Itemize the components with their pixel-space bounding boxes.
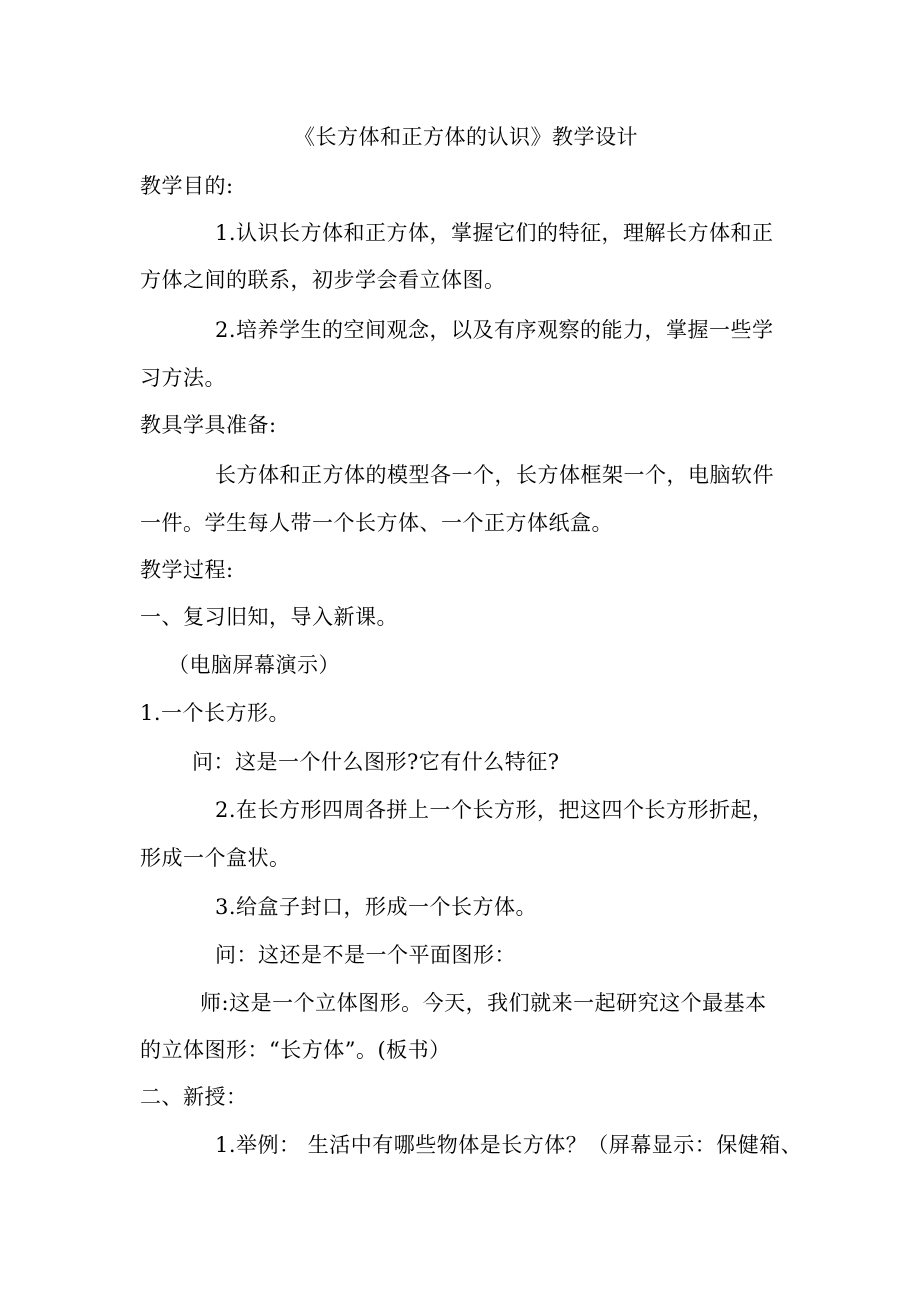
paragraph-line: 1.认识长方体和正方体，掌握它们的特征，理解长方体和正 xyxy=(215,221,774,245)
paragraph-line: 2.培养学生的空间观念，以及有序观察的能力，掌握一些学 xyxy=(215,318,774,342)
paragraph-line: 的立体图形：“长方体”。(板书） xyxy=(140,1038,451,1062)
paragraph-line: 长方体和正方体的模型各一个，长方体框架一个，电脑软件 xyxy=(215,463,774,487)
paragraph-line: 问：这是一个什么图形?它有什么特征? xyxy=(192,750,560,774)
heading-process: 教学过程: xyxy=(140,558,234,582)
paragraph-line: （电脑屏幕演示） xyxy=(168,653,340,677)
section-heading: 一、复习旧知，导入新课。 xyxy=(140,605,398,629)
paragraph-line: 方体之间的联系，初步学会看立体图。 xyxy=(140,268,506,292)
document-title: 《长方体和正方体的认识》教学设计 xyxy=(294,125,638,149)
paragraph-line: 3.给盒子封口，形成一个长方体。 xyxy=(215,895,538,919)
paragraph-line: 2.在长方形四周各拼上一个长方形，把这四个长方形折起， xyxy=(215,798,774,822)
heading-materials: 教具学具准备: xyxy=(140,413,277,437)
paragraph-line: 形成一个盒状。 xyxy=(140,846,291,870)
paragraph-line: 1.一个长方形。 xyxy=(140,701,291,725)
section-heading: 二、新授： xyxy=(140,1085,248,1109)
paragraph-line: 一件。学生每人带一个长方体、一个正方体纸盒。 xyxy=(140,511,613,535)
paragraph-line: 1.举例： 生活中有哪些物体是长方体？（屏幕显示：保健箱、 xyxy=(215,1133,803,1157)
paragraph-line: 问：这还是不是一个平面图形： xyxy=(215,943,516,967)
paragraph-line: 师:这是一个立体图形。今天，我们就来一起研究这个最基本 xyxy=(200,991,767,1015)
heading-objectives: 教学目的: xyxy=(140,174,234,198)
paragraph-line: 习方法。 xyxy=(140,366,226,390)
